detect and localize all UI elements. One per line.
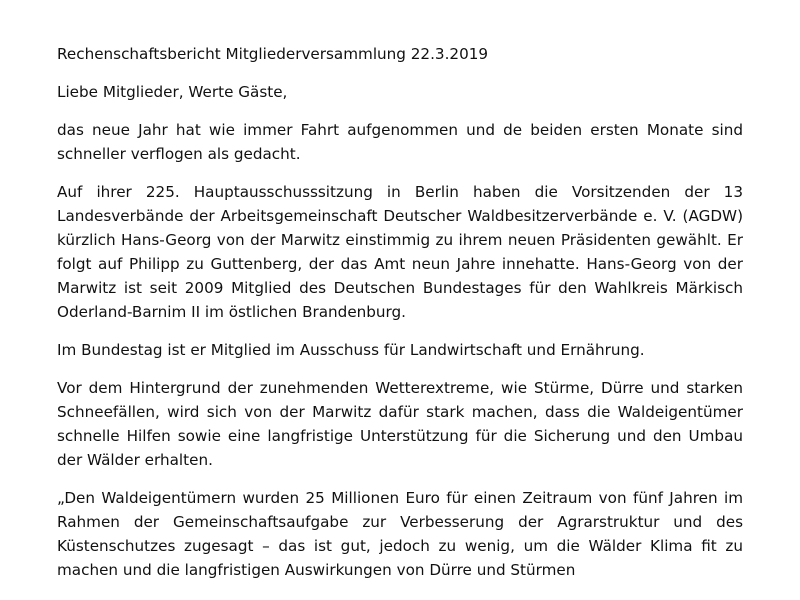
document-page [57,42,743,596]
paragraph-committee: Im Bundestag ist er Mitglied im Ausschuss für Landwirtschaft und Ernährung. [57,341,645,359]
paragraph-weather: Vor dem Hintergrund der zunehmenden Wetterextreme, wie Stürme, Dürre und starken Schneefällen, wird sich von der Marwitz dafür stark machen, dass die Waldeigentümer schnelle Hilfen sowie eine langfristige Unterstützung für die Sicherung und den Umbau der Wälder erhalten. [57,379,743,469]
paragraph-election: Auf ihrer 225. Hauptausschusssitzung in Berlin haben die Vorsitzenden der 13 Landesverbände der Arbeitsgemeinschaft Deutscher Waldbesitzerverbände e. V. (AGDW) kürzlich Hans-Georg von der Marwitz einstimmig zu ihrem neuen Präsidenten gewählt. Er folgt auf Philipp zu Guttenberg, der das Amt neun Jahre innehatte. Hans-Georg von der Marwitz ist seit 2009 Mitglied des Deutschen Bundestages für den Wahlkreis Märkisch Oderland-Barnim II im östlichen Brandenburg. [57,183,743,321]
paragraph-funding: „Den Waldeigentümern wurden 25 Millionen Euro für einen Zeitraum von fünf Jahren im Rahmen der Gemeinschaftsaufgabe zur Verbesserung der Agrarstruktur und des Küstenschutzes zugesagt – das ist gut, jedoch zu wenig, um die Wälder Klima fit zu machen und die langfristigen Auswirkungen von Dürre und Stürmen [57,489,743,579]
document-title: Rechenschaftsbericht Mitgliederversammlung 22.3.2019 [57,45,489,63]
paragraph-intro: das neue Jahr hat wie immer Fahrt aufgenommen und de beiden ersten Monate sind schneller verflogen als gedacht. [57,121,743,163]
salutation: Liebe Mitglieder, Werte Gäste, [57,83,288,101]
